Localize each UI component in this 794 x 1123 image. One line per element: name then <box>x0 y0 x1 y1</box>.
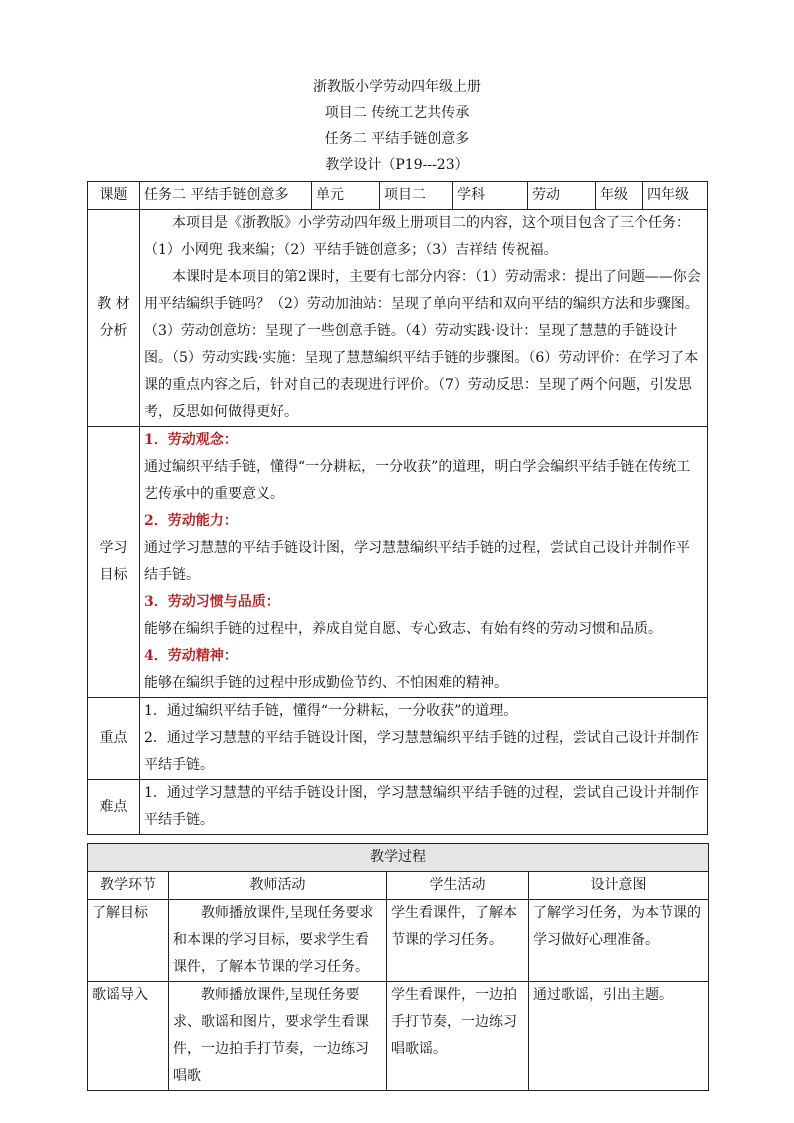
objectives-label: 学习 目标 <box>88 427 140 698</box>
course-label: 课题 <box>88 182 140 210</box>
analysis-paragraph: 本项目是《浙教版》小学劳动四年级上册项目二的内容，这个项目包含了三个任务：（1）小网兜 我来编；（2）平结手链创意多；（3）吉祥结 传祝福。 <box>144 215 690 258</box>
design-title: 教学设计（P19---23） <box>325 157 469 173</box>
lesson-info-table <box>87 181 708 835</box>
analysis-row <box>88 210 708 427</box>
process-banner: 教学过程 <box>88 844 709 872</box>
objective-heading: 4．劳动精神： <box>144 648 238 664</box>
objective-text: 能够在编织手链的过程中，养成自觉自愿、专心致志、有始有终的劳动习惯和品质。 <box>144 621 662 637</box>
unit-label: 单元 <box>312 182 380 210</box>
key-point-item: 2．通过学习慧慧的平结手链设计图，学习慧慧编织平结手链的过程，尝试自己设计并制作平结手链。 <box>144 730 699 773</box>
objective-heading: 2．劳动能力： <box>144 513 238 529</box>
header-stage: 教学环节 <box>88 872 169 900</box>
difficulties-label: 难点 <box>88 780 140 835</box>
objectives-row <box>88 427 708 698</box>
process-header-row <box>88 872 709 900</box>
book-title: 浙教版小学劳动四年级上册 <box>313 79 481 95</box>
subject-value: 劳动 <box>528 182 596 210</box>
difficulty-item: 1．通过学习慧慧的平结手链设计图，学习慧慧编织平结手链的过程，尝试自己设计并制作平结手链。 <box>144 785 699 828</box>
project-title: 项目二 传统工艺共传承 <box>324 105 470 121</box>
difficulties-content <box>140 780 708 835</box>
key-points-content <box>140 698 708 780</box>
objective-heading: 1．劳动观念： <box>144 432 238 448</box>
process-row <box>88 982 709 1091</box>
header-teacher: 教师活动 <box>169 872 387 900</box>
design-intent-cell: 通过歌谣，引出主题。 <box>529 982 709 1091</box>
analysis-paragraph: 本课时是本项目的第2课时，主要有七部分内容：（1）劳动需求：提出了问题——你会用平结编织手链吗？（2）劳动加油站：呈现了单向平结和双向平结的编织方法和步骤图。（3）劳动创意坊：呈现了一些创意手链。（4）劳动实践·设计：呈现了慧慧的手链设计图。（5）劳动实践·实施：呈现了慧慧编织平结手链的步骤图。（6）劳动评价：在学习了本课的重点内容之后，针对自己的表现进行评价。（7）劳动反思：呈现了两个问题，引发思考，反思如何做得更好。 <box>144 269 701 420</box>
header-intent: 设计意图 <box>529 872 709 900</box>
student-activity-cell: 学生看课件，一边拍手打节奏，一边练习唱歌谣。 <box>387 982 529 1091</box>
process-banner-row <box>88 844 709 872</box>
objective-heading: 3．劳动习惯与品质： <box>144 594 280 610</box>
process-row <box>88 900 709 982</box>
difficulties-row <box>88 780 708 835</box>
course-value: 任务二 平结手链创意多 <box>140 182 312 210</box>
grade-label: 年级 <box>596 182 643 210</box>
unit-value: 项目二 <box>380 182 453 210</box>
teacher-activity-cell: 教师播放课件,呈现任务要求和本课的学习目标，要求学生看课件，了解本节课的学习任务。 <box>169 900 387 982</box>
design-intent-cell: 了解学习任务，为本节课的学习做好心理准备。 <box>529 900 709 982</box>
key-points-label: 重点 <box>88 698 140 780</box>
document-header <box>0 74 794 178</box>
teaching-process-table <box>87 843 709 1091</box>
stage-cell: 歌谣导入 <box>88 982 169 1091</box>
analysis-content <box>140 210 708 427</box>
key-points-row <box>88 698 708 780</box>
objective-text: 通过学习慧慧的平结手链设计图，学习慧慧编织平结手链的过程，尝试自己设计并制作平结手链。 <box>144 540 690 583</box>
grade-value: 四年级 <box>643 182 708 210</box>
student-activity-cell: 学生看课件，了解本节课的学习任务。 <box>387 900 529 982</box>
objectives-content <box>140 427 708 698</box>
objective-text: 能够在编织手链的过程中形成勤俭节约、不怕困难的精神。 <box>144 675 508 691</box>
stage-cell: 了解目标 <box>88 900 169 982</box>
subject-label: 学科 <box>453 182 528 210</box>
task-title: 任务二 平结手链创意多 <box>324 131 470 147</box>
header-student: 学生活动 <box>387 872 529 900</box>
info-row <box>88 182 708 210</box>
analysis-label: 教 材 分析 <box>88 210 140 427</box>
objective-text: 通过编织平结手链，懂得“一分耕耘，一分收获”的道理，明白学会编织平结手链在传统工艺传承中的重要意义。 <box>144 459 691 502</box>
teacher-activity-cell: 教师播放课件,呈现任务要求、歌谣和图片，要求学生看课件，一边拍手打节奏，一边练习唱歌 <box>169 982 387 1091</box>
key-point-item: 1．通过编织平结手链，懂得“一分耕耘，一分收获”的道理。 <box>144 703 518 719</box>
